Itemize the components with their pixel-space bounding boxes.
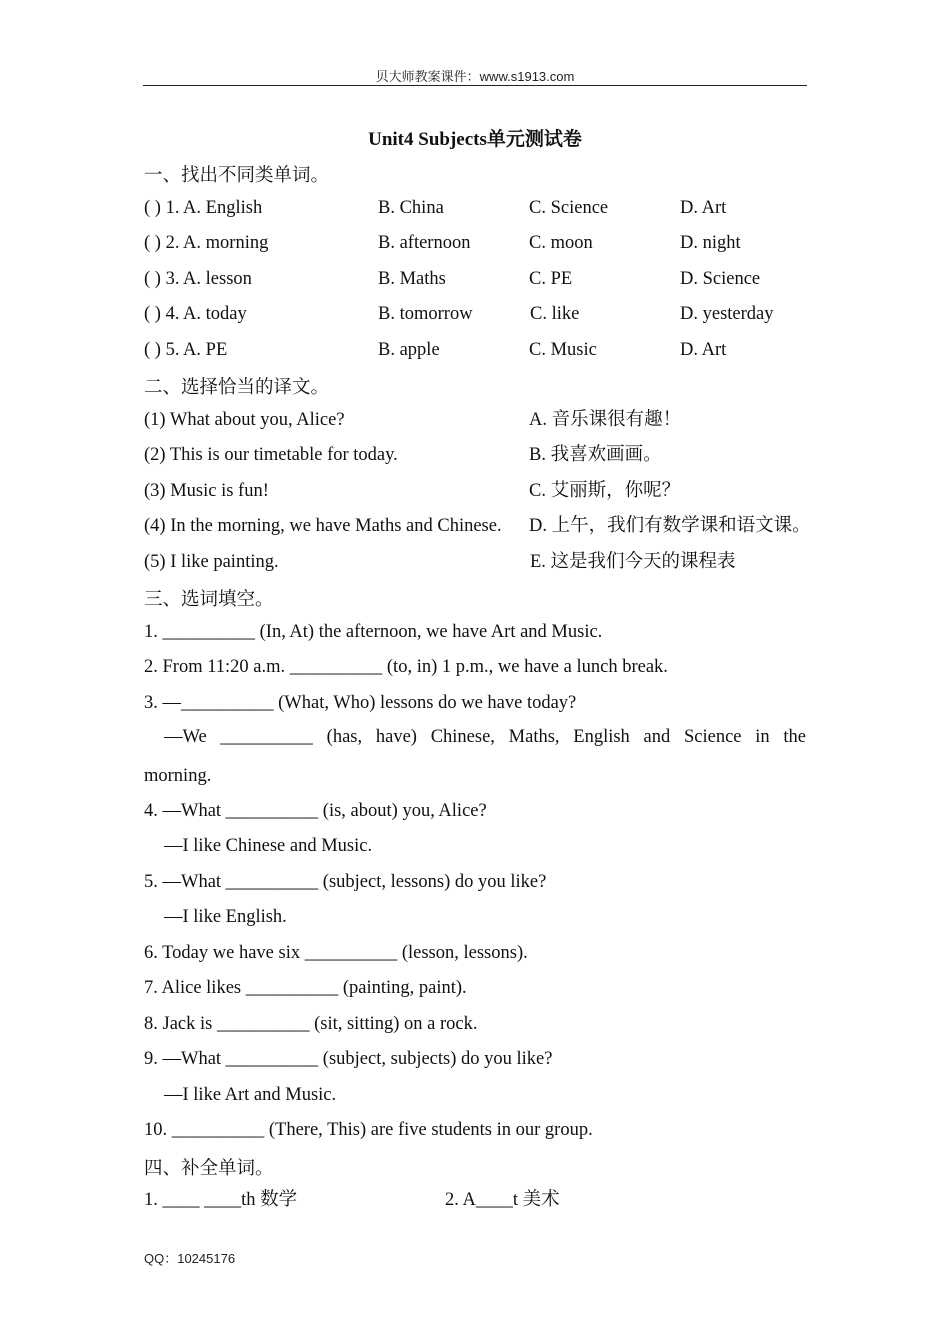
- s3-q9-answer: —I like Art and Music.: [164, 1085, 337, 1105]
- s1-row4-a: ( ) 4. A. today: [144, 304, 247, 324]
- section3-heading: 三、选词填空。: [144, 590, 274, 610]
- s2-left-3: (3) Music is fun!: [144, 481, 269, 501]
- s4-item2: 2. A____t 美术: [445, 1190, 560, 1210]
- s1-row3-a: ( ) 3. A. lesson: [144, 269, 252, 289]
- s3-q5-question: 5. —What __________ (subject, lessons) do you like?: [144, 872, 547, 892]
- s1-row1-b: B. China: [378, 198, 444, 218]
- s4-item1: 1. ____ ____th 数学: [144, 1190, 298, 1210]
- s1-row5-d: D. Art: [680, 340, 727, 360]
- s2-left-4: (4) In the morning, we have Maths and Chinese.: [144, 516, 502, 536]
- page-header: 贝大师教案课件：www.s1913.com: [375, 69, 575, 84]
- s3-q4-answer: —I like Chinese and Music.: [164, 836, 373, 856]
- s1-row2-b: B. afternoon: [378, 233, 471, 253]
- s2-left-5: (5) I like painting.: [144, 552, 279, 572]
- page-title: Unit4 Subjects单元测试卷: [368, 129, 582, 150]
- s1-row1-a: ( ) 1. A. English: [144, 198, 263, 218]
- s3-q4-question: 4. —What __________ (is, about) you, Alice?: [144, 801, 487, 821]
- s1-row5-c: C. Music: [529, 340, 597, 360]
- s1-row4-b: B. tomorrow: [378, 304, 473, 324]
- s1-row4-d: D. yesterday: [680, 304, 774, 324]
- s2-right-4: D. 上午，我们有数学课和语文课。: [529, 516, 811, 536]
- s3-q6: 6. Today we have six __________ (lesson, lessons).: [144, 943, 528, 963]
- s2-left-2: (2) This is our timetable for today.: [144, 445, 398, 465]
- s1-row1-d: D. Art: [680, 198, 727, 218]
- s1-row2-a: ( ) 2. A. morning: [144, 233, 269, 253]
- s3-q5-answer: —I like English.: [164, 907, 287, 927]
- s3-q7: 7. Alice likes __________ (painting, paint).: [144, 978, 467, 998]
- section1-heading: 一、找出不同类单词。: [144, 166, 330, 186]
- s3-q3-answer-cont: morning.: [144, 766, 212, 786]
- s3-q1: 1. __________ (In, At) the afternoon, we have Art and Music.: [144, 622, 603, 642]
- s1-row4-c: C. like: [530, 304, 580, 324]
- s3-q3-answer: —We __________ (has, have) Chinese, Maths, English and Science in the: [164, 727, 806, 747]
- s2-right-1: A. 音乐课很有趣！: [529, 410, 682, 430]
- page-footer: QQ：10245176: [144, 1251, 236, 1266]
- s2-right-2: B. 我喜欢画画。: [529, 445, 662, 465]
- s1-row2-c: C. moon: [529, 233, 593, 253]
- s3-q3-question: 3. —__________ (What, Who) lessons do we have today?: [144, 693, 577, 713]
- s1-row3-b: B. Maths: [378, 269, 446, 289]
- s3-q10: 10. __________ (There, This) are five students in our group.: [144, 1120, 593, 1140]
- s1-row3-d: D. Science: [680, 269, 761, 289]
- s1-row3-c: C. PE: [529, 269, 573, 289]
- s2-left-1: (1) What about you, Alice?: [144, 410, 345, 430]
- s2-right-3: C. 艾丽斯，你呢？: [529, 481, 681, 501]
- s3-q2: 2. From 11:20 a.m. __________ (to, in) 1 p.m., we have a lunch break.: [144, 657, 668, 677]
- header-divider: [143, 85, 807, 86]
- s1-row1-c: C. Science: [529, 198, 609, 218]
- s1-row2-d: D. night: [680, 233, 741, 253]
- s3-q8: 8. Jack is __________ (sit, sitting) on a rock.: [144, 1014, 478, 1034]
- s1-row5-a: ( ) 5. A. PE: [144, 340, 228, 360]
- section4-heading: 四、补全单词。: [144, 1159, 274, 1179]
- s1-row5-b: B. apple: [378, 340, 440, 360]
- section2-heading: 二、选择恰当的译文。: [144, 378, 330, 398]
- s3-q9-question: 9. —What __________ (subject, subjects) do you like?: [144, 1049, 553, 1069]
- s2-right-5: E. 这是我们今天的课程表: [530, 552, 736, 572]
